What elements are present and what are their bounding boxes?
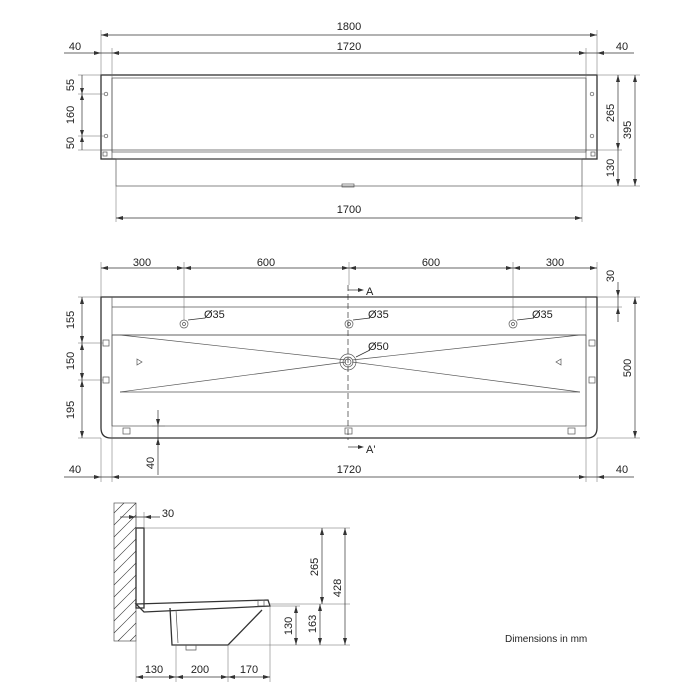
dim-plan-left-195: 195 <box>65 400 77 420</box>
dim-section-163: 163 <box>307 614 319 634</box>
dim-section-428: 428 <box>332 578 344 598</box>
dim-plan-right-500: 500 <box>622 358 634 378</box>
tap-hole-label-1: Ø35 <box>204 309 225 321</box>
dim-right-395: 395 <box>622 120 634 140</box>
dim-overall-width: 1800 <box>336 21 362 33</box>
dim-plan-600-left: 600 <box>256 257 276 269</box>
dim-plan-bottom-right: 40 <box>615 464 629 476</box>
tap-hole-label-2: Ø35 <box>368 309 389 321</box>
front-elevation-dimensions <box>64 21 640 222</box>
dim-section-130: 130 <box>283 616 295 636</box>
dim-left-margin: 40 <box>68 41 82 53</box>
wall-hatch <box>114 503 136 641</box>
dim-section-bottom-200: 200 <box>190 664 210 676</box>
drain-hole-label: Ø50 <box>368 341 389 353</box>
dim-plan-600-right: 600 <box>421 257 441 269</box>
dim-right-margin: 40 <box>615 41 629 53</box>
dim-plan-300-right: 300 <box>545 257 565 269</box>
dim-plan-bottom-left: 40 <box>68 464 82 476</box>
dim-plan-left-150: 150 <box>65 351 77 371</box>
dim-bottom-width: 1700 <box>336 204 362 216</box>
plan-view <box>101 285 597 456</box>
plan-view-dimensions <box>64 257 640 482</box>
dim-section-bottom-130: 130 <box>144 664 164 676</box>
dim-right-130: 130 <box>605 158 617 178</box>
section-a-prime-label: A' <box>366 444 376 456</box>
dim-left-160: 160 <box>65 105 77 125</box>
section-view <box>114 503 270 650</box>
dim-inner-width: 1720 <box>336 41 362 53</box>
section-a-label: A <box>366 286 374 298</box>
dim-plan-300-left: 300 <box>132 257 152 269</box>
dim-left-50: 50 <box>65 136 77 150</box>
dim-plan-inner-40: 40 <box>145 456 157 470</box>
front-elevation <box>101 75 597 187</box>
dim-plan-right-30: 30 <box>605 269 617 283</box>
dim-left-55: 55 <box>65 78 77 92</box>
dim-plan-bottom-width: 1720 <box>336 464 362 476</box>
section-view-dimensions <box>120 508 350 682</box>
tap-hole-label-3: Ø35 <box>532 309 553 321</box>
dim-section-265: 265 <box>309 557 321 577</box>
dim-section-bottom-170: 170 <box>239 664 259 676</box>
dim-plan-left-155: 155 <box>65 310 77 330</box>
units-note: Dimensions in mm <box>505 634 588 645</box>
dim-section-top-30: 30 <box>161 508 175 520</box>
dim-right-265: 265 <box>605 103 617 123</box>
